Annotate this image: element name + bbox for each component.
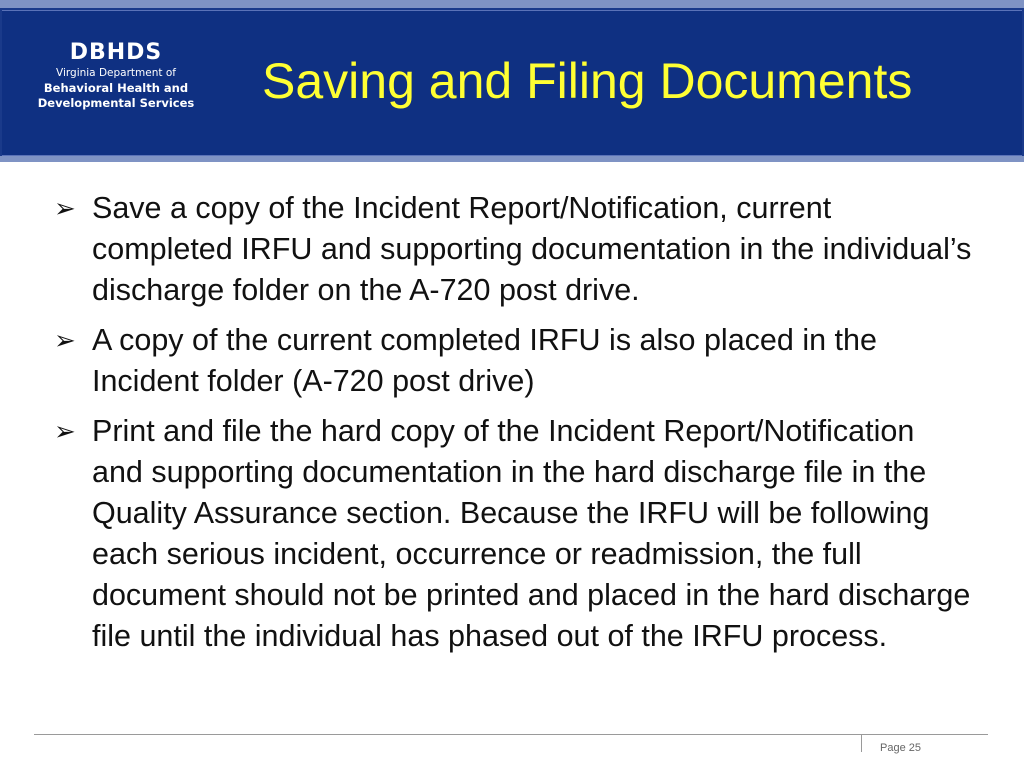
bullet-item	[52, 320, 972, 402]
arrowhead-bullet-icon: ➢	[54, 325, 76, 355]
bullet-item	[52, 411, 972, 657]
logo-line-3: Developmental Services	[37, 96, 195, 110]
header-bottom-band	[0, 156, 1024, 162]
page-number: Page 25	[880, 742, 921, 754]
logo-line-1: Virginia Department of	[56, 67, 176, 79]
arrowhead-bullet-icon: ➢	[54, 416, 76, 446]
bullet-item	[52, 188, 972, 311]
slide-title: Saving and Filing Documents	[262, 53, 913, 109]
header-top-band	[0, 0, 1024, 8]
bullet-text: A copy of the current completed IRFU is also placed in the Incident folder (A-720 post drive)	[92, 323, 877, 398]
slide-header	[0, 0, 1024, 162]
arrowhead-bullet-icon: ➢	[54, 193, 76, 223]
dbhds-logo	[28, 40, 204, 111]
footer-divider-tick	[861, 734, 862, 752]
bullet-text: Print and file the hard copy of the Incident Report/Notification and supporting documentation in the hard discharge file in the Quality Assurance section. Because the IRFU will be following each serious incident, occurrence or readmission, the full document should not be printed and placed in the hard discharge file until the individual has phased out of the IRFU process.	[92, 414, 971, 653]
bullet-list	[52, 188, 972, 666]
footer-divider	[34, 734, 988, 735]
logo-title: DBHDS	[69, 40, 163, 65]
bullet-text: Save a copy of the Incident Report/Notification, current completed IRFU and supporting documentation in the individual’s discharge folder on the A-720 post drive.	[92, 191, 972, 307]
logo-line-2: Behavioral Health and	[43, 81, 189, 95]
